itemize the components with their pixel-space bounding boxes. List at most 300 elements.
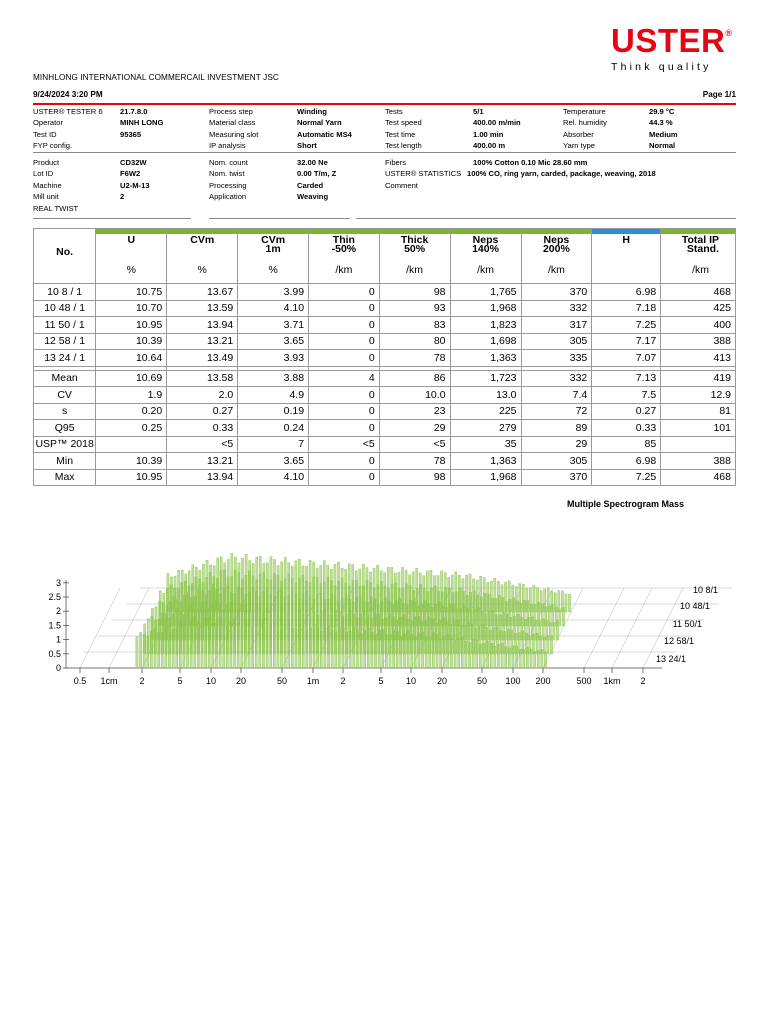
spectrogram-bar <box>266 628 268 668</box>
table-cell: 0 <box>309 350 380 367</box>
table-cell: 1,723 <box>450 370 521 387</box>
spectrogram-bar <box>136 637 138 668</box>
table-cell: 425 <box>661 300 736 317</box>
spectrogram-bar <box>190 621 192 668</box>
table-cell: 98 <box>379 469 450 486</box>
spectrogram-bar <box>429 637 431 668</box>
info-value: 21.7.8.0 <box>120 107 148 116</box>
spectrogram-bar <box>519 649 521 668</box>
column-header-unit: % <box>126 264 136 276</box>
table-cell: 10.95 <box>96 317 167 334</box>
info-label: Nom. count <box>209 158 248 167</box>
table-cell: 7.25 <box>592 469 661 486</box>
table-cell: 468 <box>661 284 736 301</box>
info-value: MINH LONG <box>120 118 164 128</box>
spectrogram-bar <box>259 620 261 668</box>
spectrogram-bar <box>306 630 308 668</box>
table-cell: 23 <box>379 403 450 420</box>
table-cell: 89 <box>521 420 592 437</box>
spectrogram-bar <box>400 636 402 668</box>
table-cell: 10.64 <box>96 350 167 367</box>
row-label: 10 48 / 1 <box>34 300 96 317</box>
spectrogram-bar <box>494 646 496 668</box>
spectrogram-bar <box>342 627 344 668</box>
info-value: Weaving <box>297 192 329 202</box>
table-cell: <5 <box>167 436 238 453</box>
spectrogram-bar <box>302 625 304 668</box>
table-cell: 370 <box>521 469 592 486</box>
y-tick-label: 2.5 <box>48 592 61 602</box>
spectrogram-bar <box>407 631 409 668</box>
table-cell: 419 <box>661 370 736 387</box>
spectrogram-bar <box>346 632 348 668</box>
spectrogram-bar <box>161 632 163 668</box>
column-header <box>521 229 592 284</box>
info-label: Test ID <box>33 129 57 139</box>
column-header-title: U <box>127 234 136 246</box>
stats-row <box>34 387 736 404</box>
column-header-title: Neps 200% <box>542 234 570 255</box>
info-label: Processing <box>209 180 247 190</box>
info-label: Rel. humidity <box>563 118 607 128</box>
spectrogram-bar <box>284 624 286 668</box>
spectrogram-bar <box>237 623 239 668</box>
x-tick-label: 20 <box>436 676 448 686</box>
spectrogram-bar <box>273 621 275 668</box>
spectrogram-bar <box>371 632 373 668</box>
spectrogram-bar <box>223 620 225 668</box>
spectrogram-bar <box>349 631 351 668</box>
spectrogram-bar <box>550 636 552 654</box>
spectrogram-bar <box>219 617 221 668</box>
spectrogram-bar <box>147 636 149 668</box>
table-cell: 3.65 <box>238 333 309 350</box>
spectrogram-bar <box>534 651 536 668</box>
table-cell: 1,968 <box>450 469 521 486</box>
y-tick-label: 3 <box>55 577 61 588</box>
spectrogram-bar <box>487 641 489 668</box>
column-header-title: CVm 1m <box>261 234 286 255</box>
x-tick-label: 10 <box>205 676 217 686</box>
spectrogram-bar <box>541 650 543 668</box>
table-cell: 332 <box>521 370 592 387</box>
info-label: Absorber <box>563 129 594 139</box>
series-label: 11 50/1 <box>672 619 702 629</box>
spectrogram-bar <box>468 642 470 668</box>
table-cell: 3.99 <box>238 284 309 301</box>
table-cell: 29 <box>521 436 592 453</box>
spectrogram-bar <box>559 609 561 626</box>
table-cell: 0 <box>309 453 380 470</box>
spectrogram-bar <box>440 639 442 668</box>
table-cell: 80 <box>379 333 450 350</box>
table-cell: 3.71 <box>238 317 309 334</box>
spectrogram-bar <box>385 635 387 668</box>
row-label: Q95 <box>34 420 96 437</box>
table-cell: 0.24 <box>238 420 309 437</box>
table-cell: 86 <box>379 370 450 387</box>
spectrogram-bar <box>320 631 322 668</box>
table-cell: 0.27 <box>592 403 661 420</box>
table-cell: 305 <box>521 453 592 470</box>
table-cell: 10.0 <box>379 387 450 404</box>
info-label: Product <box>33 158 60 167</box>
x-tick-label: 10 <box>405 676 417 686</box>
spectrogram-bar <box>353 627 355 668</box>
spectrogram-bar <box>165 626 167 668</box>
stats-row <box>34 403 736 420</box>
column-header-unit: /km <box>406 264 424 276</box>
x-tick-label: 100 <box>505 676 521 686</box>
table-cell <box>96 436 167 453</box>
column-header <box>167 229 238 284</box>
table-cell: 10.39 <box>96 333 167 350</box>
spectrogram-bar <box>396 632 398 668</box>
table-cell: 332 <box>521 300 592 317</box>
table-cell: 13.58 <box>167 370 238 387</box>
table-cell: 0.25 <box>96 420 167 437</box>
table-cell: 4.9 <box>238 387 309 404</box>
x-tick-label: 50 <box>476 676 488 686</box>
spectrogram-bar <box>526 647 528 668</box>
row-label: Max <box>34 469 96 486</box>
spectrogram-bar <box>313 624 315 668</box>
spectrogram-bar <box>418 633 420 668</box>
comment-label: Comment <box>385 180 418 190</box>
spectrogram-bar <box>215 623 217 668</box>
y-tick-label: 2 <box>55 606 61 617</box>
spectrogram-bar <box>241 626 243 668</box>
y-tick-label: 0 <box>55 663 61 673</box>
column-header-unit: /km <box>547 264 565 276</box>
table-cell: 317 <box>521 317 592 334</box>
info-value: Normal Yarn <box>297 118 342 128</box>
info-value: 29.9 °C <box>649 107 675 116</box>
row-label: CV <box>34 387 96 404</box>
table-cell: 468 <box>661 469 736 486</box>
results-table <box>33 228 736 486</box>
spectrogram-bar <box>562 607 564 626</box>
stats-row <box>34 420 736 437</box>
table-cell: 1,968 <box>450 300 521 317</box>
column-header-title: Neps 140% <box>472 234 499 255</box>
brand-registered-mark: ® <box>725 28 733 38</box>
spectrogram-bar <box>479 644 481 668</box>
x-tick-label: 50 <box>276 676 288 686</box>
spectrogram-bar <box>168 625 170 668</box>
spectrogram-bar <box>179 621 181 668</box>
table-cell: 7 <box>238 436 309 453</box>
spectrogram-bar <box>230 622 232 668</box>
spectrogram-bar <box>183 623 185 668</box>
spectrogram-bar <box>411 634 413 668</box>
table-cell: 1,363 <box>450 453 521 470</box>
table-cell: 0 <box>309 387 380 404</box>
table-cell: 400 <box>661 317 736 334</box>
table-cell: 98 <box>379 284 450 301</box>
table-cell: 7.13 <box>592 370 661 387</box>
row-label: 12 58 / 1 <box>34 333 96 350</box>
column-header-unit: /km <box>335 264 353 276</box>
spectrogram-bar <box>201 623 203 668</box>
info-value: 400.00 m <box>473 141 506 151</box>
row-label: 13 24 / 1 <box>34 350 96 367</box>
info-label: Lot ID <box>33 169 54 179</box>
spectrogram-bar <box>508 648 510 668</box>
table-cell: 7.18 <box>592 300 661 317</box>
row-label: Min <box>34 453 96 470</box>
uster-logo <box>611 22 732 60</box>
x-tick-label: 1km <box>603 676 621 686</box>
x-tick-label: 2 <box>340 676 346 686</box>
table-cell: 10.95 <box>96 469 167 486</box>
spectrogram-bar <box>158 632 160 668</box>
table-cell: 0 <box>309 403 380 420</box>
x-tick-label: 1cm <box>100 676 118 686</box>
info-label: Yarn type <box>563 141 595 151</box>
report-datetime: 9/24/2024 3:20 PM <box>33 90 103 99</box>
info-value: 0.00 T/m, Z <box>297 169 337 179</box>
stats-row <box>34 453 736 470</box>
column-header <box>309 229 380 284</box>
info-value: U2-M-13 <box>120 180 150 190</box>
table-cell: 10.75 <box>96 284 167 301</box>
table-cell: 7.07 <box>592 350 661 367</box>
info-value: Medium <box>649 129 678 139</box>
spectrogram-bar <box>532 634 534 654</box>
spectrogram-bar <box>421 632 423 668</box>
spectrogram-bar <box>378 630 380 668</box>
column-header <box>661 229 736 284</box>
spectrogram-bar <box>403 634 405 668</box>
table-cell: 1,823 <box>450 317 521 334</box>
table-cell: 0 <box>309 284 380 301</box>
info-label: Measuring slot <box>209 129 259 139</box>
spectrogram-bar <box>280 629 282 668</box>
spectrogram-bar <box>542 619 544 640</box>
spectrogram-bar <box>338 627 340 668</box>
info-label: FYP config. <box>33 141 73 151</box>
header-divider <box>33 103 736 105</box>
column-header-title: CVm <box>190 234 215 246</box>
spectrogram-bar <box>537 650 539 668</box>
x-tick-label: 2 <box>640 676 646 686</box>
spectrogram-bar <box>382 630 384 668</box>
info-label: Test time <box>385 129 416 139</box>
spectrogram-bar <box>393 630 395 668</box>
table-cell: 7.4 <box>521 387 592 404</box>
column-header-unit: /km <box>692 264 709 276</box>
table-row <box>34 300 736 317</box>
info-value: 1.00 min <box>473 129 504 139</box>
table-cell: 13.21 <box>167 333 238 350</box>
spectrogram-bar <box>172 630 174 668</box>
table-cell: 1.9 <box>96 387 167 404</box>
info-value: F6W2 <box>120 169 141 179</box>
info-label: Test speed <box>385 118 422 128</box>
info-value: Short <box>297 141 317 151</box>
spectrogram-bar <box>317 627 319 668</box>
info-label: Process step <box>209 107 253 116</box>
spectrogram-bar <box>309 628 311 668</box>
table-cell: 10.70 <box>96 300 167 317</box>
column-header-title: H <box>622 234 631 246</box>
spectrogram-bar <box>476 640 478 668</box>
table-cell: 225 <box>450 403 521 420</box>
table-cell: 78 <box>379 453 450 470</box>
table-cell: 101 <box>661 420 736 437</box>
column-header-title: Thick 50% <box>400 234 429 255</box>
column-header-title: Total IP Stand. <box>681 234 719 255</box>
table-cell: 85 <box>592 436 661 453</box>
table-cell: 3.65 <box>238 453 309 470</box>
table-cell: 93 <box>379 300 450 317</box>
table-cell: 7.17 <box>592 333 661 350</box>
spectrogram-bar <box>335 632 337 668</box>
spectrogram-bar <box>515 646 517 668</box>
page-number: Page 1/1 <box>702 90 736 99</box>
table-row <box>34 317 736 334</box>
spectrogram-chart <box>0 510 768 690</box>
table-cell: 0.33 <box>592 420 661 437</box>
info-value: CD32W <box>120 158 147 167</box>
spectrogram-bar <box>472 639 474 668</box>
table-cell: 13.49 <box>167 350 238 367</box>
column-header <box>450 229 521 284</box>
table-cell: 0.33 <box>167 420 238 437</box>
spectrogram-bar <box>461 637 463 668</box>
spectrogram-bar <box>150 631 152 668</box>
table-cell: 78 <box>379 350 450 367</box>
spectrogram-bar <box>544 652 546 668</box>
spectrogram-bar <box>568 594 570 612</box>
table-cell: 12.9 <box>661 387 736 404</box>
spectrogram-bar <box>490 643 492 668</box>
column-header-title: No. <box>56 246 74 258</box>
table-cell: 13.94 <box>167 469 238 486</box>
info-label: Machine <box>33 180 62 190</box>
spectrogram-bar <box>255 626 257 668</box>
table-cell: 4 <box>309 370 380 387</box>
spectrogram-bar <box>299 624 301 668</box>
spectrogram-bar <box>331 630 333 668</box>
spectrogram-bar <box>374 634 376 668</box>
spectrogram-bar <box>277 625 279 668</box>
spectrogram-bar <box>252 626 254 668</box>
info-value: 400.00 m/min <box>473 118 521 128</box>
spectrogram-bar <box>139 632 141 668</box>
spectrogram-bar <box>295 629 297 668</box>
spectrogram-bar <box>288 622 290 668</box>
table-row <box>34 284 736 301</box>
info-value: 44.3 % <box>649 118 673 128</box>
table-cell: 3.88 <box>238 370 309 387</box>
spectrogram-bar <box>556 621 558 640</box>
table-cell: 7.25 <box>592 317 661 334</box>
column-header <box>238 229 309 284</box>
spectrogram-bar <box>233 618 235 668</box>
series-label: 10 8/1 <box>692 585 718 595</box>
brand-tagline: Think quality <box>611 61 712 73</box>
spectrogram-bar <box>523 649 525 668</box>
x-tick-label: 20 <box>235 676 247 686</box>
company-name: MINHLONG INTERNATIONAL COMMERCAIL INVESTMENT JSC <box>33 73 279 82</box>
table-row <box>34 333 736 350</box>
info-label: Test length <box>385 141 422 151</box>
spectrogram-bar <box>176 627 178 668</box>
x-tick-label: 500 <box>576 676 592 686</box>
spectrogram-bar <box>327 625 329 668</box>
spectrogram-bar <box>450 638 452 668</box>
row-label: USP™ 2018 <box>34 436 96 453</box>
spectrogram-bar <box>543 637 545 654</box>
table-cell: 2.0 <box>167 387 238 404</box>
table-row <box>34 350 736 367</box>
spectrogram-bar <box>483 643 485 668</box>
table-cell: 13.94 <box>167 317 238 334</box>
spectrogram-bar <box>389 634 391 668</box>
fibers-label: Fibers <box>385 158 407 167</box>
info-label: Operator <box>33 118 63 128</box>
column-header <box>96 229 167 284</box>
table-cell: 0 <box>309 300 380 317</box>
table-cell: 4.10 <box>238 469 309 486</box>
spectrogram-bar <box>367 628 369 668</box>
spectrogram-bar <box>154 629 156 668</box>
spectrogram-bar <box>360 634 362 668</box>
row-label: Mean <box>34 370 96 387</box>
table-cell: 305 <box>521 333 592 350</box>
x-tick-label: 2 <box>139 676 145 686</box>
column-header-unit: /km <box>477 264 494 276</box>
section-divider <box>33 218 191 219</box>
spectrogram-bar <box>262 622 264 668</box>
series-label: 10 48/1 <box>679 601 710 611</box>
table-cell: 413 <box>661 350 736 367</box>
spectrogram-bar <box>248 620 250 668</box>
table-cell: 0.27 <box>167 403 238 420</box>
table-cell: 72 <box>521 403 592 420</box>
table-cell: 13.21 <box>167 453 238 470</box>
brand-name: USTER <box>611 22 726 59</box>
table-cell: 279 <box>450 420 521 437</box>
stats-row <box>34 436 736 453</box>
spectrogram-bar <box>501 643 503 668</box>
spectrogram-bar <box>186 627 188 668</box>
x-tick-label: 5 <box>378 676 384 686</box>
spectrogram-bar <box>208 617 210 668</box>
table-cell: 13.59 <box>167 300 238 317</box>
spectrogram-bar <box>194 617 196 668</box>
table-cell: 0.19 <box>238 403 309 420</box>
table-cell: 3.93 <box>238 350 309 367</box>
spectrogram-bar <box>212 624 214 668</box>
info-value: 5/1 <box>473 107 484 116</box>
table-cell: 388 <box>661 333 736 350</box>
table-cell <box>661 436 736 453</box>
statistics-label: USTER® STATISTICS <box>385 169 462 179</box>
table-cell: 1,698 <box>450 333 521 350</box>
spectrogram-bar <box>244 621 246 668</box>
x-tick-label: 200 <box>535 676 551 686</box>
table-cell: 7.5 <box>592 387 661 404</box>
info-value: 2 <box>120 192 125 202</box>
statistics-value: 100% CO, ring yarn, carded, package, weaving, 2018 <box>467 169 656 179</box>
info-value: 32.00 Ne <box>297 158 328 167</box>
x-tick-label: 5 <box>177 676 183 686</box>
spectrogram-bar <box>226 626 228 668</box>
table-cell: 13.67 <box>167 284 238 301</box>
